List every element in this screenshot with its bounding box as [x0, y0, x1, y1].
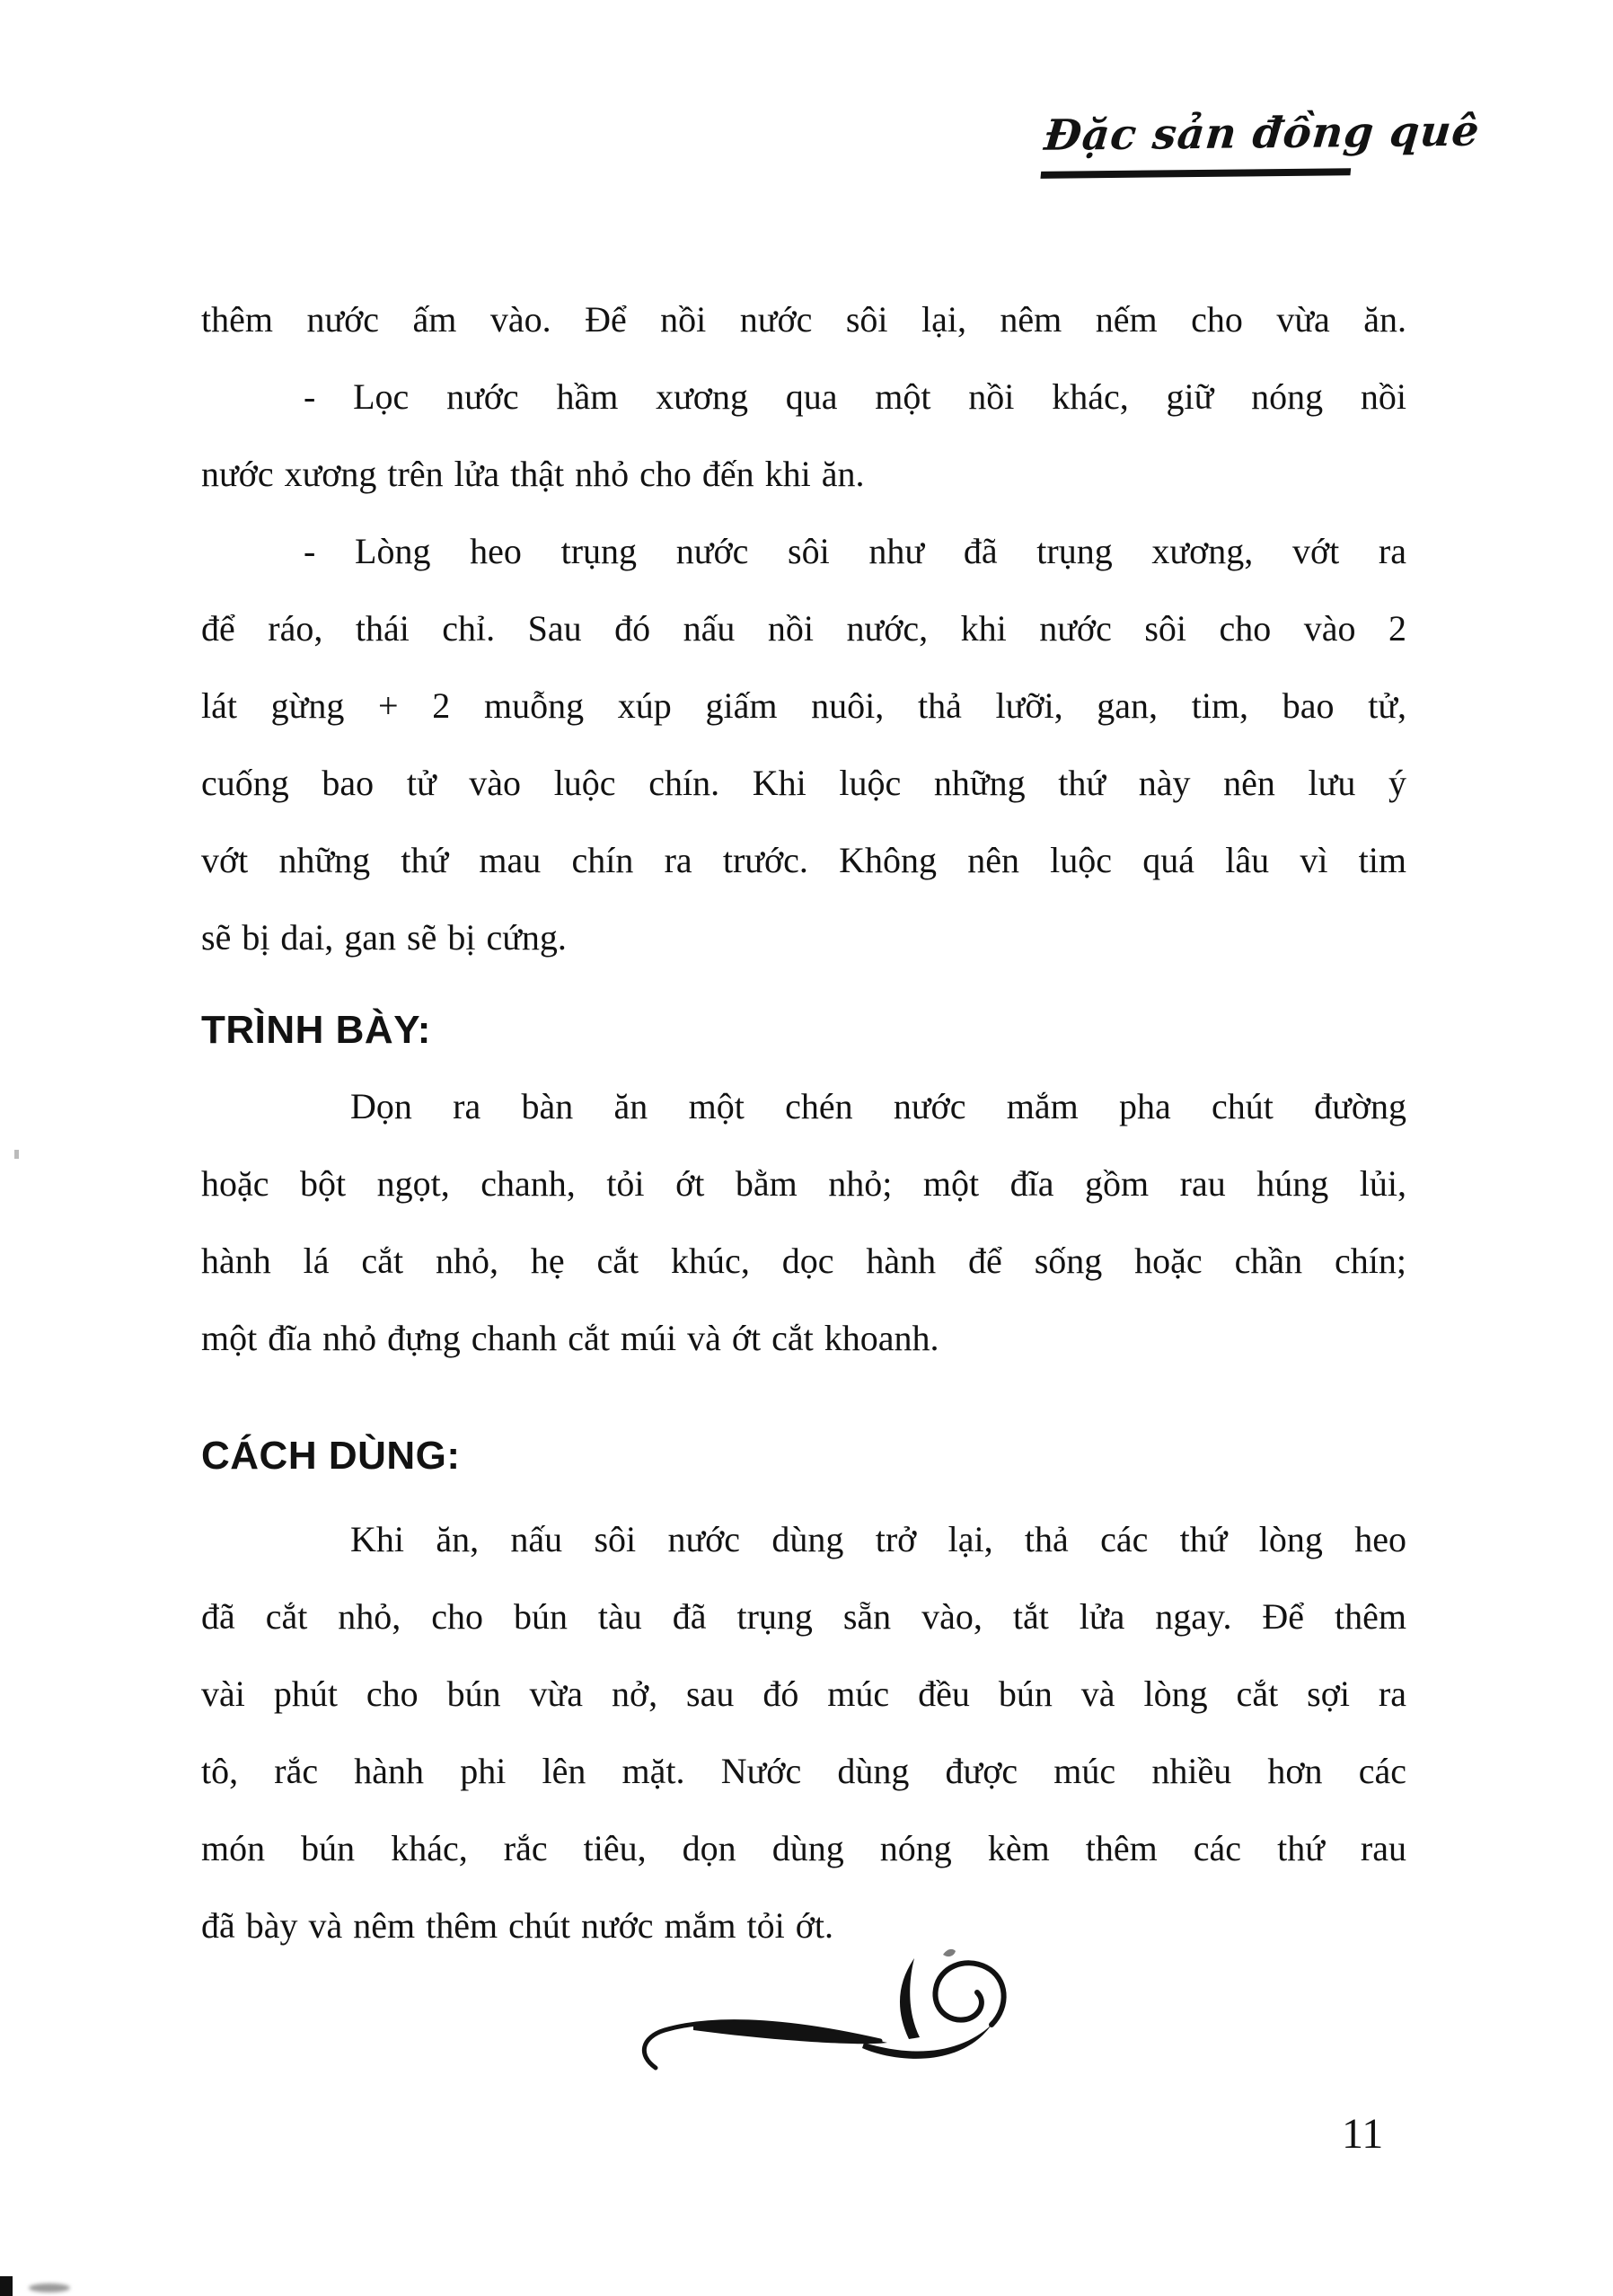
- body-line: vài phút cho bún vừa nở, sau đó múc đều bún và lòng cắt sợi ra: [201, 1673, 1406, 1714]
- page-header-title: Đặc sản đồng quê: [1040, 108, 1356, 179]
- scan-artifact: [14, 1150, 19, 1159]
- body-line: hành lá cắt nhỏ, hẹ cắt khúc, dọc hành để sống hoặc chần chín;: [201, 1241, 1406, 1281]
- body-line: - Lòng heo trụng nước sôi như đã trụng xương, vớt ra: [304, 531, 1406, 571]
- page-number: 11: [1342, 2110, 1384, 2158]
- section-heading-trinh-bay: TRÌNH BÀY:: [201, 1008, 431, 1052]
- body-line: Khi ăn, nấu sôi nước dùng trở lại, thả các thứ lòng heo: [350, 1519, 1406, 1559]
- body-line: hoặc bột ngọt, chanh, tỏi ớt bằm nhỏ; một đĩa gồm rau húng lủi,: [201, 1163, 1406, 1204]
- body-line: thêm nước ấm vào. Để nồi nước sôi lại, nêm nếm cho vừa ăn.: [201, 299, 1406, 340]
- body-line: Dọn ra bàn ăn một chén nước mắm pha chút đường: [350, 1086, 1406, 1126]
- scan-artifact: [0, 2276, 13, 2296]
- body-line: đã cắt nhỏ, cho bún tàu đã trụng sẵn vào, tắt lửa ngay. Để thêm: [201, 1596, 1406, 1637]
- body-line: một đĩa nhỏ đựng chanh cắt múi và ớt cắt khoanh.: [201, 1318, 939, 1358]
- scan-artifact: [29, 2283, 70, 2292]
- body-line: đã bày và nêm thêm chút nước mắm tỏi ớt.: [201, 1905, 834, 1946]
- body-line: món bún khác, rắc tiêu, dọn dùng nóng kèm thêm các thứ rau: [201, 1828, 1406, 1868]
- section-heading-cach-dung: CÁCH DÙNG:: [201, 1434, 461, 1478]
- body-line: - Lọc nước hầm xương qua một nồi khác, giữ nóng nồi: [304, 376, 1406, 417]
- body-line: vớt những thứ mau chín ra trước. Không nên luộc quá lâu vì tim: [201, 840, 1406, 880]
- body-line: nước xương trên lửa thật nhỏ cho đến khi ăn.: [201, 454, 865, 494]
- body-line: sẽ bị dai, gan sẽ bị cứng.: [201, 917, 567, 958]
- flourish-swash-icon: [639, 1931, 1053, 2084]
- body-line: cuống bao tử vào luộc chín. Khi luộc những thứ này nên lưu ý: [201, 763, 1406, 803]
- body-line: lát gừng + 2 muỗng xúp giấm nuôi, thả lưỡi, gan, tim, bao tử,: [201, 685, 1406, 726]
- body-line: để ráo, thái chỉ. Sau đó nấu nồi nước, khi nước sôi cho vào 2: [201, 608, 1406, 649]
- body-line: tô, rắc hành phi lên mặt. Nước dùng được múc nhiều hơn các: [201, 1751, 1406, 1791]
